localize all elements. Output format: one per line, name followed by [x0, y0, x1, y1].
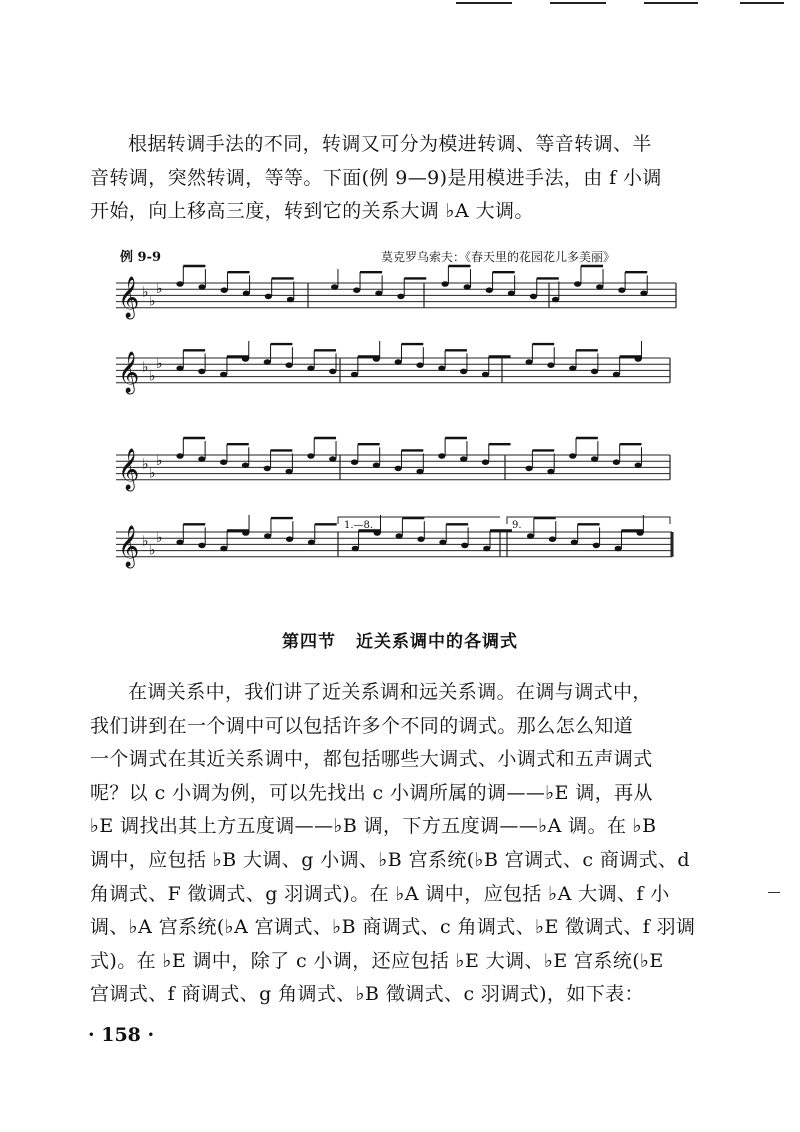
flat-sign: ♭	[149, 368, 156, 385]
note-head	[176, 453, 183, 459]
volta-bracket-2	[507, 517, 670, 524]
note-head	[416, 469, 423, 475]
note-head	[525, 359, 532, 365]
note-head	[265, 294, 272, 300]
note-head	[525, 466, 532, 472]
note-head	[242, 463, 249, 469]
note-head	[373, 356, 380, 362]
note-head	[198, 543, 205, 549]
body-line-9: 式)。在 ♭E 调中，除了 c 小调，还应包括 ♭E 大调、♭E 宫系统(♭E	[90, 949, 664, 972]
note-head	[571, 540, 578, 546]
note-head	[242, 530, 249, 536]
treble-clef: 𝄞	[118, 352, 140, 394]
body-line-6: 调中，应包括 ♭B 大调、g 小调、♭B 宫系统(♭B 宫调式、c 商调式、d	[90, 848, 690, 871]
treble-clef: 𝄞	[118, 449, 140, 491]
note-head	[307, 366, 314, 372]
note-head	[482, 459, 489, 465]
flat-sign: ♭	[156, 281, 163, 298]
note-head	[176, 540, 183, 546]
body-line-8: 调、♭A 宫系统(♭A 宫调式、♭B 商调式、c 角调式、♭E 徵调式、f 羽调	[90, 916, 696, 939]
note-head	[264, 533, 271, 539]
note-head	[549, 536, 556, 542]
note-head	[353, 287, 360, 293]
note-head	[574, 281, 581, 287]
body-line-5: ♭E 调找出其上方五度调——♭B 调，下方五度调——♭A 调。在 ♭B	[90, 815, 657, 838]
note-head	[198, 456, 205, 462]
note-head	[552, 297, 559, 303]
note-head	[395, 359, 402, 365]
flat-sign: ♭	[149, 293, 156, 310]
note-head	[508, 291, 515, 297]
note-head	[530, 294, 537, 300]
note-head	[460, 456, 467, 462]
body-line-3: 一个调式在其近关系调中，都包括哪些大调式、小调式和五声调式	[90, 748, 653, 771]
treble-clef: 𝄞	[118, 526, 140, 568]
note-head	[395, 533, 402, 539]
note-head	[220, 546, 227, 552]
flat-sign: ♭	[156, 453, 163, 470]
treble-clef: 𝄞	[118, 277, 140, 319]
note-head	[527, 533, 534, 539]
note-head	[635, 356, 642, 362]
note-head	[438, 453, 445, 459]
note-head	[591, 456, 598, 462]
note-head	[569, 366, 576, 372]
note-head	[375, 291, 382, 297]
note-head	[615, 546, 622, 552]
note-head	[461, 543, 468, 549]
page-number: · 158 ·	[88, 1024, 155, 1046]
flat-sign: ♭	[142, 284, 149, 301]
section-heading	[0, 627, 800, 652]
flat-sign: ♭	[149, 542, 156, 559]
body-line-7: 角调式、F 徵调式、g 羽调式)。在 ♭A 调中，应包括 ♭A 大调、f 小	[90, 882, 670, 905]
note-head	[198, 369, 205, 375]
flat-sign: ♭	[149, 465, 156, 482]
note-head	[591, 369, 598, 375]
note-head	[416, 362, 423, 368]
note-head	[220, 372, 227, 378]
note-head	[438, 366, 445, 372]
note-head	[373, 463, 380, 469]
intro-line-3: 开始，向上移高三度，转到它的关系大调 ♭A 大调。	[90, 200, 534, 223]
intro-line-1: 根据转调手法的不同，转调又可分为模进转调、等音转调、半	[128, 133, 652, 155]
note-head	[417, 536, 424, 542]
note-head	[285, 362, 292, 368]
example-source: 莫克罗乌索夫：《春天里的花园花儿多美丽》	[381, 250, 616, 264]
volta-label-1: 1.—8.	[344, 520, 374, 531]
note-head	[596, 284, 603, 290]
note-head	[547, 469, 554, 475]
note-head	[636, 530, 643, 536]
note-head	[176, 281, 183, 287]
note-head	[264, 359, 271, 365]
note-head	[483, 546, 490, 552]
note-head	[329, 456, 336, 462]
note-head	[287, 297, 294, 303]
flat-sign: ♭	[156, 530, 163, 547]
note-head	[243, 291, 250, 297]
note-head	[307, 453, 314, 459]
note-head	[464, 284, 471, 290]
note-head	[176, 366, 183, 372]
body-paragraph	[90, 676, 710, 1012]
volta-label-2: 9.	[512, 520, 522, 531]
note-head	[640, 291, 647, 297]
note-head	[220, 459, 227, 465]
section-number: 第四节	[282, 632, 336, 652]
section-title: 近关系调中的各调式	[356, 632, 518, 652]
note-head	[351, 459, 358, 465]
note-head	[351, 372, 358, 378]
note-head	[460, 369, 467, 375]
note-head	[439, 540, 446, 546]
note-head	[618, 287, 625, 293]
flat-sign: ♭	[142, 359, 149, 376]
note-head	[198, 284, 205, 290]
flat-sign: ♭	[156, 356, 163, 373]
note-head	[593, 543, 600, 549]
note-head	[441, 281, 448, 287]
note-head	[613, 372, 620, 378]
note-head	[329, 369, 336, 375]
note-head	[486, 287, 493, 293]
note-head	[397, 294, 404, 300]
note-head	[264, 466, 271, 472]
example-label: 例 9-9	[120, 250, 162, 265]
note-head	[286, 536, 293, 542]
note-head	[242, 356, 249, 362]
note-head	[221, 287, 228, 293]
flat-sign: ♭	[142, 533, 149, 550]
note-head	[352, 546, 359, 552]
margin-tick	[768, 892, 780, 893]
note-head	[331, 284, 338, 290]
note-head	[308, 540, 315, 546]
body-line-1: 在调关系中，我们讲了近关系调和远关系调。在调与调式中，	[128, 681, 652, 703]
note-head	[635, 463, 642, 469]
body-line-4: 呢？以 c 小调为例，可以先找出 c 小调所属的调——♭E 调，再从	[90, 781, 653, 804]
note-head	[482, 372, 489, 378]
note-head	[374, 530, 381, 536]
body-line-10: 宫调式、f 商调式、g 角调式、♭B 徵调式、c 羽调式)，如下表：	[90, 983, 644, 1006]
note-head	[285, 469, 292, 475]
note-head	[547, 362, 554, 368]
note-head	[395, 466, 402, 472]
body-line-2: 我们讲到在一个调中可以包括许多个不同的调式。那么怎么知道	[90, 714, 634, 737]
intro-line-2: 音转调，突然转调，等等。下面(例 9—9)是用模进手法，由 f 小调	[90, 166, 662, 189]
note-head	[569, 453, 576, 459]
flat-sign: ♭	[142, 456, 149, 473]
note-head	[613, 459, 620, 465]
